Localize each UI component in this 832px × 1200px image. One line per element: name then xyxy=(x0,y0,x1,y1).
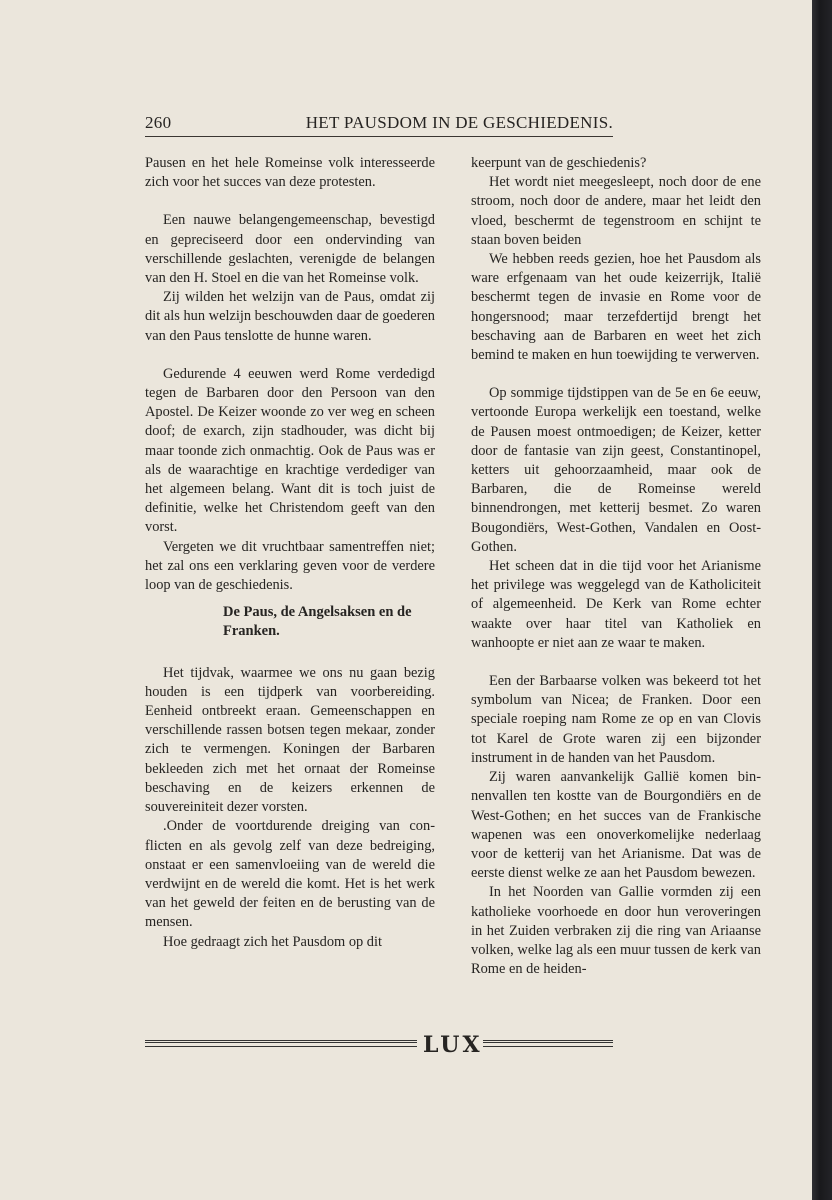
header-rule xyxy=(145,136,613,137)
footer-rule-right xyxy=(483,1040,613,1047)
paragraph: In het Noorden van Gallie vormden zij een katholieke voorhoede en door hun veroveringen in het Zuiden verbraken zij die ring van Ariaanse volken, welke lag als een muur tussen de kerk van Rome en de heiden- xyxy=(471,884,761,978)
section-heading: De Paus, de Angelsaksen en de Franken. xyxy=(223,604,412,640)
right-column xyxy=(471,154,761,979)
paragraph: Een nauwe belangengemeenschap, bevestigd en gepreciseerd door een ondervinding van verschillende geslachten, verenigde de belangen van den H. Stoel en die van het Romeinse volk. xyxy=(145,212,435,287)
paragraph: Zij wilden het welzijn van de Paus, omdat zij dit als hun welzijn beschouwden daar de goederen van den Paus tenslotte de hunne waren. xyxy=(145,289,435,344)
paragraph: Gedurende 4 eeuwen werd Rome verdedigd tegen de Barbaren door den Persoon van den Apostel. De Keizer woonde zo ver weg en scheen doof; de exarch, zijn stadhouder, was dicht bij maar toonde zich onmachtig. Ook de Paus was er als de waarachtige en krachtige verdediger van het algemeen belang. Want dit is toch juist de definitie, welke het Christendom geeft van den vorst. xyxy=(145,365,435,536)
paragraph: Pausen en het hele Romeinse volk interesseerde zich voor het succes van deze protesten. xyxy=(145,155,435,191)
lux-logo: LUX xyxy=(423,1032,483,1058)
paragraph: We hebben reeds gezien, hoe het Pausdom als ware erfgenaam van het oude keizerrijk, Italië beschermt tegen de invasie en Rome voor de hongersnood; maar terzefdertijd brengt het beschaving aan de Barbaren en weet het zich bemind te maken en hun toewijding te verwerven. xyxy=(471,251,761,364)
paragraph: Het tijdvak, waarmee we ons nu gaan bezig houden is een tijdperk van voorbereiding. Eenheid ontbreekt eraan. Gemeenschappen en verschillende rassen botsen tegen mekaar, zonder zich te vermengen. Koningen der Barbaren bekleeden zich met het ornaat der Romeinse beschaving en de keizers erkennen de souvereiniteit dezer vorsten. xyxy=(145,664,435,816)
paragraph: .Onder de voortdurende dreiging van conflicten en als gevolg zelf van deze bedreiging, onstaat er een samenvloeiing van de wereld die verdwijnt en de wereld die komt. Het is het werk van het geweld der feiten en de berusting van de mensen. xyxy=(145,818,435,931)
paragraph: Vergeten we dit vruchtbaar samentreffen niet; het zal ons een verklaring geven voor de verdere loop van de geschiedenis. xyxy=(145,538,435,594)
page-footer xyxy=(145,1034,613,1056)
left-column xyxy=(145,154,435,952)
scan-edge xyxy=(812,0,832,1200)
paragraph: Het scheen dat in die tijd voor het Arianisme het privilege was weggelegd van de Katholiciteit of algemeenheid. De Kerk van Rome echter waakte over haar titel van Katholiek en wanhoopte er niet aan ze waar te maken. xyxy=(471,558,761,651)
paragraph: keerpunt van de geschiedenis? xyxy=(471,155,647,171)
paragraph: Zij waren aanvankelijk Gallië komen binnenvallen ten kostte van de Bourgondiërs en de West-Gothen; en het succes van de Frankische wapenen was een onoverkomelijke nederlaag voor de ketterij van het Arianisme. Dat was de eerste dienst welke ze aan het Pausdom bewezen. xyxy=(471,769,761,882)
running-title: HET PAUSDOM IN DE GESCHIEDENIS. xyxy=(305,113,613,132)
footer-rule-left xyxy=(145,1040,417,1047)
paragraph: Het wordt niet meegesleept, noch door de ene stroom, noch door de andere, maar het leidt den vloed, beschermt de tegenstroom en schijnt te staan boven beiden xyxy=(471,174,761,248)
paragraph: Hoe gedraagt zich het Pausdom op dit xyxy=(163,933,383,950)
paragraph: Een der Barbaarse volken was bekeerd tot het symbolum van Nicea; de Franken. Door een speciale roeping nam Rome ze op en van Clovis tot Karel de Grote waren zij een bijzonder instrument in de handen van het Pausdom. xyxy=(471,673,761,766)
page-number: 260 xyxy=(145,113,172,132)
paragraph: Op sommige tijdstippen van de 5e en 6e eeuw, vertoonde Europa werkelijk een toestand, welke de Pausen moest ontmoedigen; de Keizer, ketter door de fantasie van zijn geest, Constantinopel, ketters uit gehoorzaamheid, maar ook de Barbaren, die de Romeinse wereld binnendrongen, met ketterij besmet. Zo waren Bougondiërs, West-Gothen, Vandalen en Oost-Gothen. xyxy=(471,385,761,555)
page-header xyxy=(145,113,613,135)
